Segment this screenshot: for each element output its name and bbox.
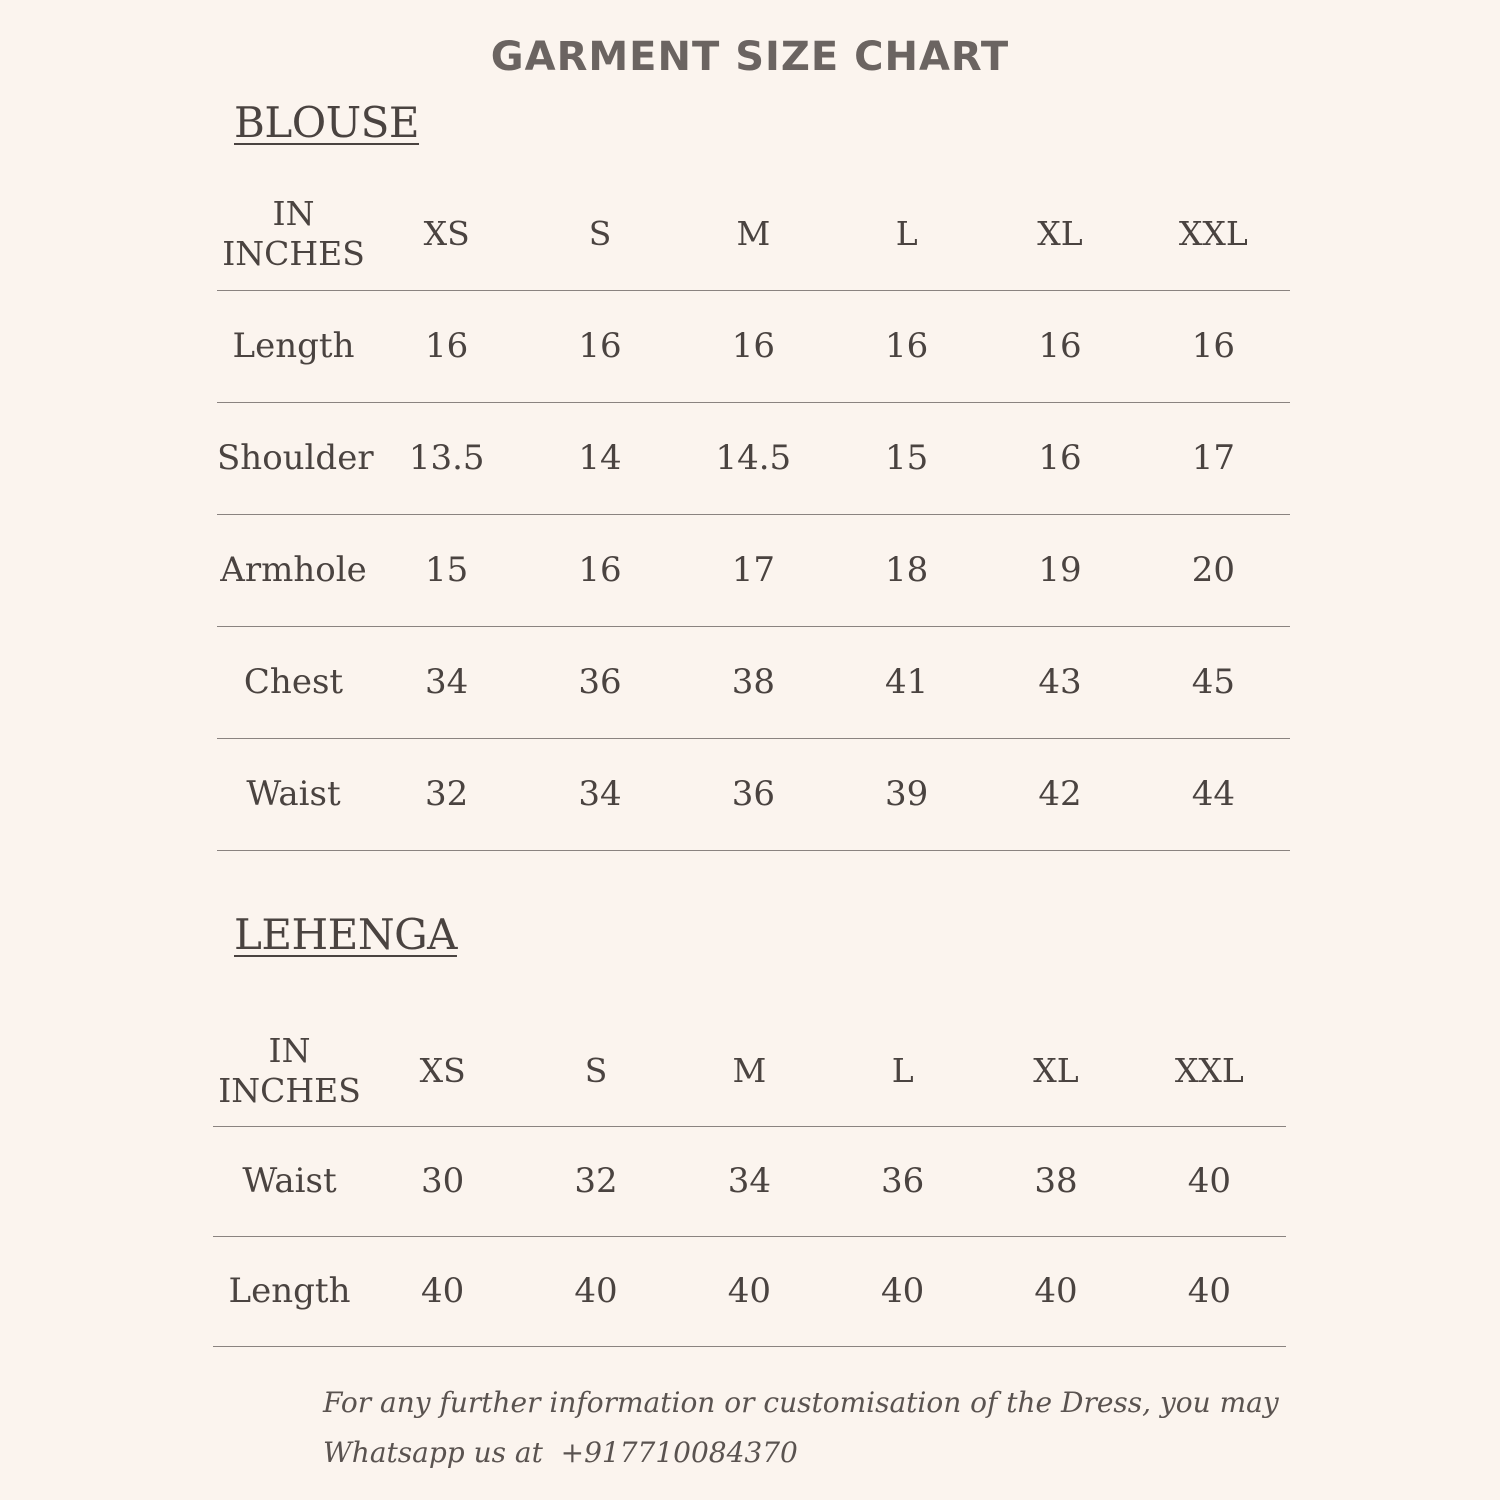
table-cell: 17 xyxy=(677,514,830,626)
unit-header xyxy=(213,1016,366,1126)
size-header: XS xyxy=(370,178,523,290)
table-cell: 38 xyxy=(979,1126,1132,1236)
table-cell: 34 xyxy=(673,1126,826,1236)
size-header: S xyxy=(519,1016,672,1126)
table-cell: 30 xyxy=(366,1126,519,1236)
table-cell: 14 xyxy=(523,402,676,514)
table-cell: 40 xyxy=(979,1236,1132,1346)
table-cell: 17 xyxy=(1137,402,1290,514)
unit-header-line1: IN xyxy=(272,193,315,233)
table-cell: 32 xyxy=(370,738,523,850)
table-cell: 16 xyxy=(1137,290,1290,402)
table-cell: 34 xyxy=(523,738,676,850)
table-cell: 15 xyxy=(830,402,983,514)
lehenga-heading: LEHENGA xyxy=(234,910,457,959)
page-title: GARMENT SIZE CHART xyxy=(490,34,1010,80)
table-row xyxy=(217,738,1290,850)
table-cell: 15 xyxy=(370,514,523,626)
table-cell: 32 xyxy=(519,1126,672,1236)
size-header: XXL xyxy=(1133,1016,1286,1126)
size-header: XL xyxy=(979,1016,1132,1126)
unit-header-line2: INCHES xyxy=(218,1070,361,1110)
unit-header-line1: IN xyxy=(268,1030,311,1070)
table-cell: 40 xyxy=(1133,1236,1286,1346)
table-cell: 16 xyxy=(523,290,676,402)
table-row xyxy=(213,1236,1286,1346)
table-cell: 34 xyxy=(370,626,523,738)
blouse-heading: BLOUSE xyxy=(234,98,420,147)
size-header: L xyxy=(826,1016,979,1126)
size-header: S xyxy=(523,178,676,290)
table-cell: 16 xyxy=(830,290,983,402)
table-cell: 19 xyxy=(983,514,1136,626)
footer-line-2: Whatsapp us at +917710084370 xyxy=(323,1436,798,1469)
footer-line-1: For any further information or customisation of the Dress, you may xyxy=(323,1386,1279,1419)
table-row xyxy=(217,514,1290,626)
table-row xyxy=(217,626,1290,738)
row-label: Armhole xyxy=(217,514,370,626)
table-header-row xyxy=(213,1016,1286,1126)
table-cell: 14.5 xyxy=(677,402,830,514)
table-cell: 41 xyxy=(830,626,983,738)
size-header: M xyxy=(677,178,830,290)
table-cell: 38 xyxy=(677,626,830,738)
size-header: M xyxy=(673,1016,826,1126)
table-cell: 36 xyxy=(826,1126,979,1236)
size-header: XS xyxy=(366,1016,519,1126)
table-cell: 36 xyxy=(523,626,676,738)
unit-header xyxy=(217,178,370,290)
lehenga-size-table xyxy=(213,1016,1286,1347)
row-label: Length xyxy=(213,1236,366,1346)
table-cell: 16 xyxy=(983,402,1136,514)
row-label: Waist xyxy=(217,738,370,850)
table-cell: 36 xyxy=(677,738,830,850)
table-cell: 40 xyxy=(1133,1126,1286,1236)
row-label: Length xyxy=(217,290,370,402)
table-cell: 13.5 xyxy=(370,402,523,514)
table-cell: 45 xyxy=(1137,626,1290,738)
table-cell: 16 xyxy=(677,290,830,402)
table-cell: 40 xyxy=(673,1236,826,1346)
table-cell: 40 xyxy=(366,1236,519,1346)
table-row xyxy=(213,1126,1286,1236)
table-row xyxy=(217,290,1290,402)
table-cell: 18 xyxy=(830,514,983,626)
table-cell: 43 xyxy=(983,626,1136,738)
table-row xyxy=(217,402,1290,514)
row-label: Waist xyxy=(213,1126,366,1236)
table-cell: 44 xyxy=(1137,738,1290,850)
size-header: L xyxy=(830,178,983,290)
table-cell: 16 xyxy=(370,290,523,402)
blouse-size-table xyxy=(217,178,1290,851)
table-cell: 39 xyxy=(830,738,983,850)
table-cell: 40 xyxy=(519,1236,672,1346)
size-header: XL xyxy=(983,178,1136,290)
row-label: Chest xyxy=(217,626,370,738)
contact-footer xyxy=(323,1378,1323,1478)
table-cell: 20 xyxy=(1137,514,1290,626)
table-cell: 16 xyxy=(523,514,676,626)
unit-header-line2: INCHES xyxy=(222,233,365,273)
table-cell: 42 xyxy=(983,738,1136,850)
row-label: Shoulder xyxy=(217,402,370,514)
table-cell: 40 xyxy=(826,1236,979,1346)
table-cell: 16 xyxy=(983,290,1136,402)
size-header: XXL xyxy=(1137,178,1290,290)
table-header-row xyxy=(217,178,1290,290)
